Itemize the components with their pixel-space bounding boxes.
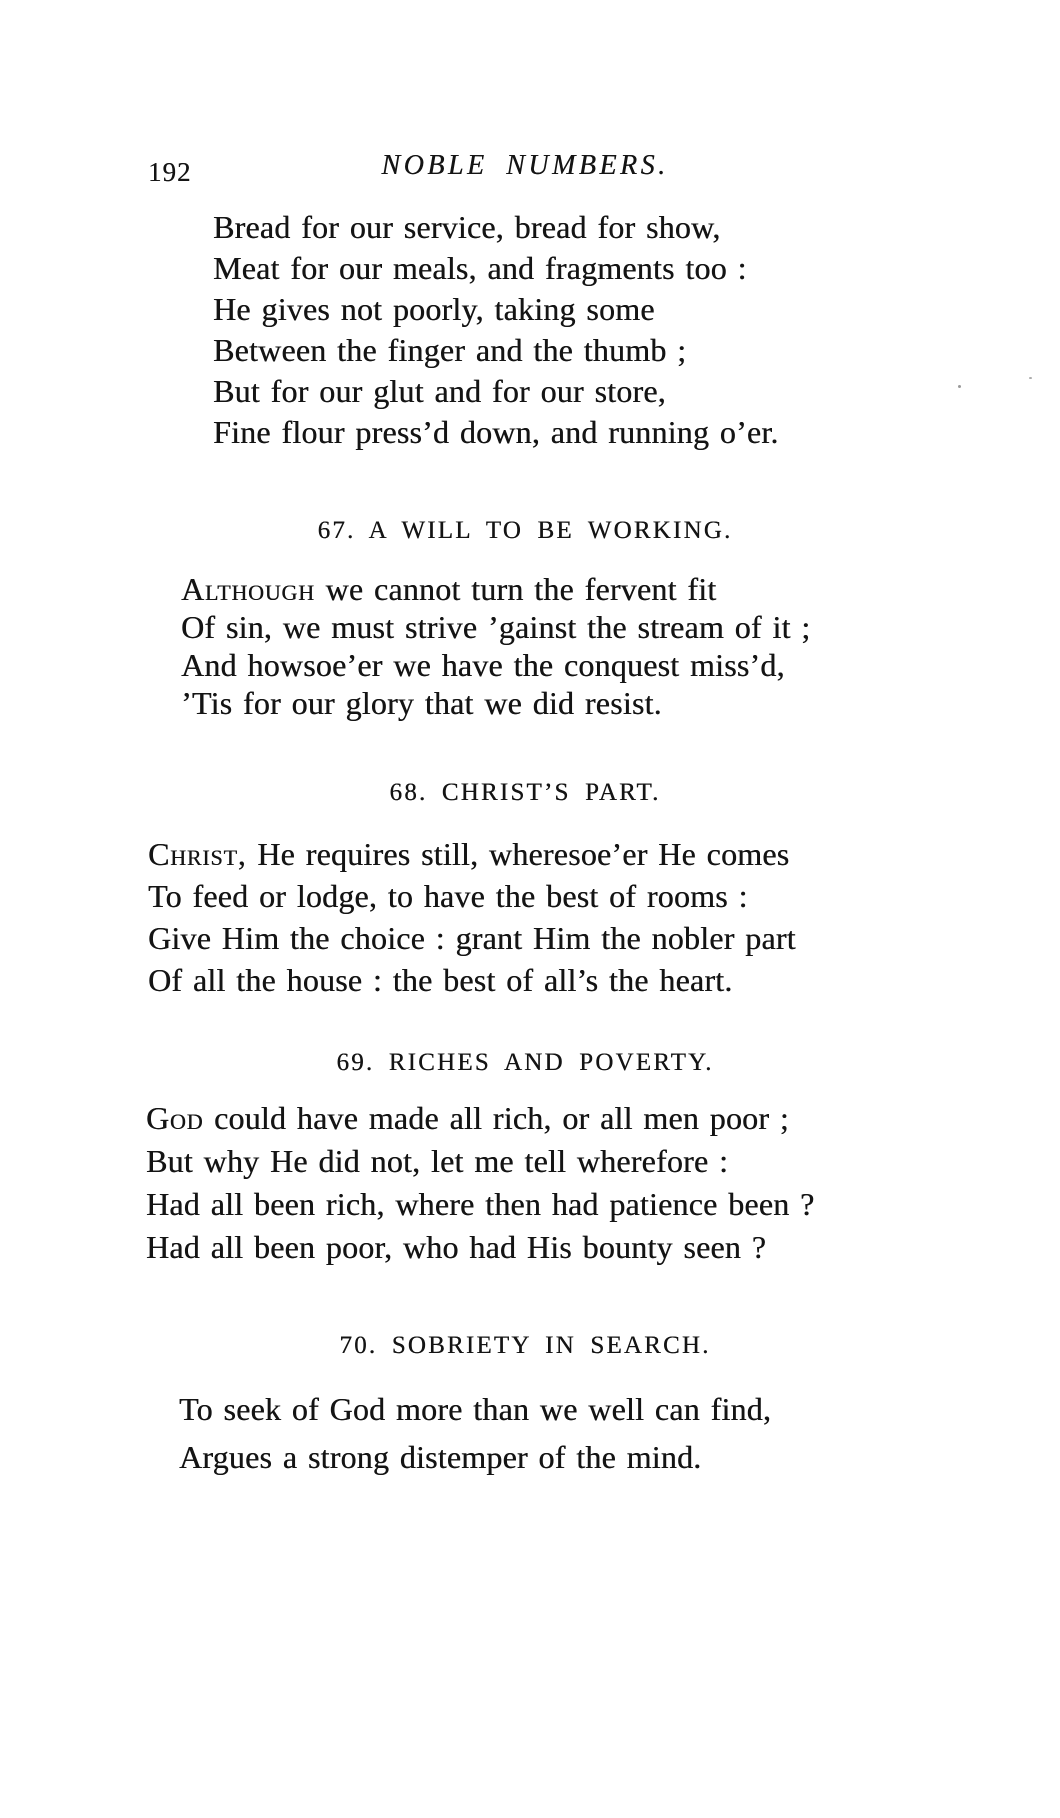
poem-67-heading: 67. A WILL TO BE WORKING. bbox=[317, 517, 733, 544]
poem-68-heading: 68. CHRIST’S PART. bbox=[389, 779, 661, 806]
poem-continuation bbox=[213, 207, 779, 453]
lead-word: God bbox=[146, 1100, 204, 1136]
page-number: 192 bbox=[148, 157, 192, 187]
line-rest: He requires still, wheresoe’er He comes bbox=[246, 836, 790, 872]
poem-line: Bread for our service, bread for show, bbox=[213, 209, 721, 245]
poem-line: Had all been rich, where then had patience been ? bbox=[146, 1186, 815, 1222]
poem-line: Argues a strong distemper of the mind. bbox=[179, 1439, 702, 1475]
poem-line: Of sin, we must strive ’gainst the stream of it ; bbox=[181, 609, 811, 645]
poem-line: ’Tis for our glory that we did resist. bbox=[181, 685, 662, 721]
line-rest: could have made all rich, or all men poor ; bbox=[203, 1100, 789, 1136]
running-title: NOBLE NUMBERS. bbox=[381, 150, 669, 181]
poem-68 bbox=[148, 833, 796, 1001]
poem-line bbox=[148, 833, 796, 875]
line-rest: we cannot turn the fervent fit bbox=[314, 571, 717, 607]
poem-line: Had all been poor, who had His bounty seen ? bbox=[146, 1229, 767, 1265]
poem-69 bbox=[146, 1097, 814, 1269]
poem-line: To feed or lodge, to have the best of rooms : bbox=[148, 878, 748, 914]
lead-word: Christ, bbox=[148, 836, 247, 872]
lead-word: Although bbox=[181, 571, 315, 607]
poem-line: Of all the house : the best of all’s the heart. bbox=[148, 962, 733, 998]
poem-69-heading: 69. RICHES AND POVERTY. bbox=[336, 1049, 714, 1076]
poem-line: But for our glut and for our store, bbox=[213, 373, 666, 409]
poem-line bbox=[181, 570, 810, 608]
poem-line: He gives not poorly, taking some bbox=[213, 291, 655, 327]
poem-70 bbox=[179, 1385, 771, 1481]
poem-line: To seek of God more than we well can find, bbox=[179, 1391, 772, 1427]
poem-line: Between the finger and the thumb ; bbox=[213, 332, 687, 368]
poem-line: Fine flour press’d down, and running o’er. bbox=[213, 414, 779, 450]
scan-speck bbox=[958, 385, 961, 388]
poem-line: Meat for our meals, and fragments too : bbox=[213, 250, 747, 286]
poem-67 bbox=[181, 570, 810, 722]
poem-line: And howsoe’er we have the conquest miss’d, bbox=[181, 647, 785, 683]
poem-line bbox=[146, 1097, 814, 1140]
poem-line: Give Him the choice : grant Him the nobler part bbox=[148, 920, 796, 956]
scan-speck bbox=[1029, 377, 1032, 379]
poem-70-heading: 70. SOBRIETY IN SEARCH. bbox=[339, 1332, 711, 1359]
poem-line: But why He did not, let me tell wherefore : bbox=[146, 1143, 729, 1179]
